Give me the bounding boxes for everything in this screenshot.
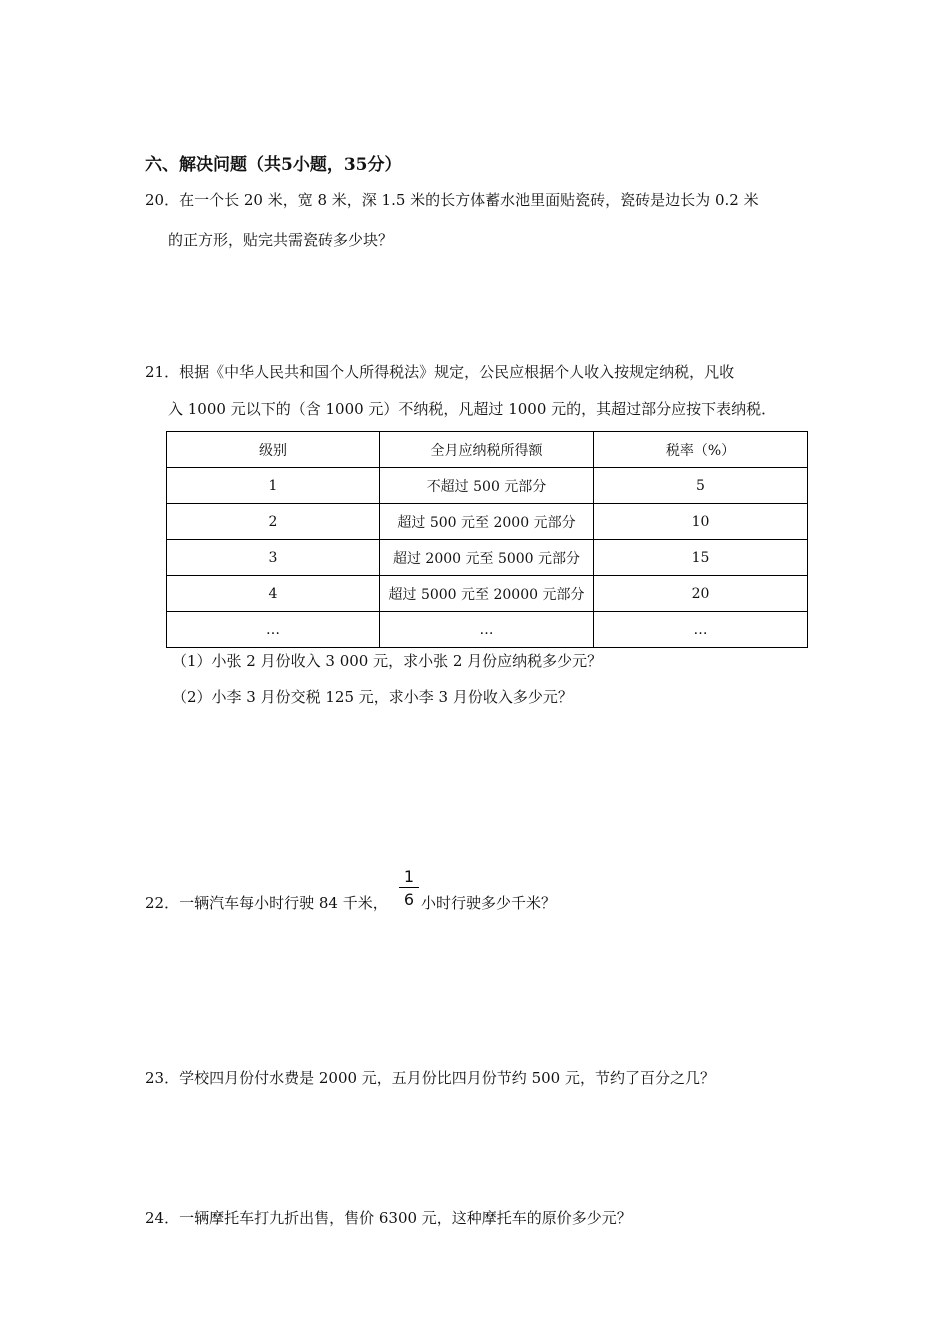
table-cell: … — [594, 612, 808, 648]
question-21-line2: 入 1000 元以下的（含 1000 元）不纳税，凡超过 1000 元的，其超过部分应按下表纳税． — [168, 400, 777, 418]
table-cell: … — [380, 612, 594, 648]
table-cell: 4 — [167, 576, 380, 612]
fraction-bar — [399, 887, 419, 888]
fraction-numerator: 1 — [403, 867, 415, 886]
fraction-one-sixth — [399, 867, 419, 909]
question-24: 24．一辆摩托车打九折出售，售价 6300 元，这种摩托车的原价多少元？ — [145, 1209, 632, 1227]
question-21-sub2: （2）小李 3 月份交税 125 元，求小李 3 月份收入多少元？ — [172, 688, 573, 706]
question-22-text-before: 22．一辆汽车每小时行驶 84 千米， — [145, 894, 388, 912]
table-cell: 2 — [167, 504, 380, 540]
table-cell: 10 — [594, 504, 808, 540]
table-cell: 5 — [594, 468, 808, 504]
table-cell: 15 — [594, 540, 808, 576]
table-row — [167, 540, 808, 576]
header-tax-rate: 税率（%） — [594, 432, 808, 468]
question-21-sub1: （1）小张 2 月份收入 3 000 元，求小张 2 月份应纳税多少元？ — [172, 652, 603, 670]
table-row — [167, 504, 808, 540]
question-20-line2: 的正方形，贴完共需瓷砖多少块？ — [168, 231, 394, 249]
table-row — [167, 612, 808, 648]
table-cell: 超过 5000 元至 20000 元部分 — [380, 576, 594, 612]
section-title: 六、解决问题（共5小题，35分） — [145, 155, 402, 175]
question-20-line1: 20．在一个长 20 米，宽 8 米，深 1.5 米的长方体蓄水池里面贴瓷砖，瓷砖是边长为 0.2 米 — [145, 191, 759, 209]
table-header-row — [167, 432, 808, 468]
question-22-text-after: 小时行驶多少千米？ — [421, 894, 557, 912]
question-23: 23．学校四月份付水费是 2000 元，五月份比四月份节约 500 元，节约了百分之几？ — [145, 1069, 715, 1087]
header-taxable-income: 全月应纳税所得额 — [380, 432, 594, 468]
table-cell: 不超过 500 元部分 — [380, 468, 594, 504]
table-row — [167, 576, 808, 612]
question-21-line1: 21．根据《中华人民共和国个人所得税法》规定，公民应根据个人收入按规定纳税，凡收 — [145, 363, 735, 381]
table-row — [167, 468, 808, 504]
header-level: 级别 — [167, 432, 380, 468]
table-cell: 20 — [594, 576, 808, 612]
table-cell: 超过 500 元至 2000 元部分 — [380, 504, 594, 540]
tax-rate-table — [166, 431, 808, 648]
table-cell: … — [167, 612, 380, 648]
table-cell: 1 — [167, 468, 380, 504]
table-cell: 超过 2000 元至 5000 元部分 — [380, 540, 594, 576]
fraction-denominator: 6 — [403, 890, 415, 909]
table-cell: 3 — [167, 540, 380, 576]
